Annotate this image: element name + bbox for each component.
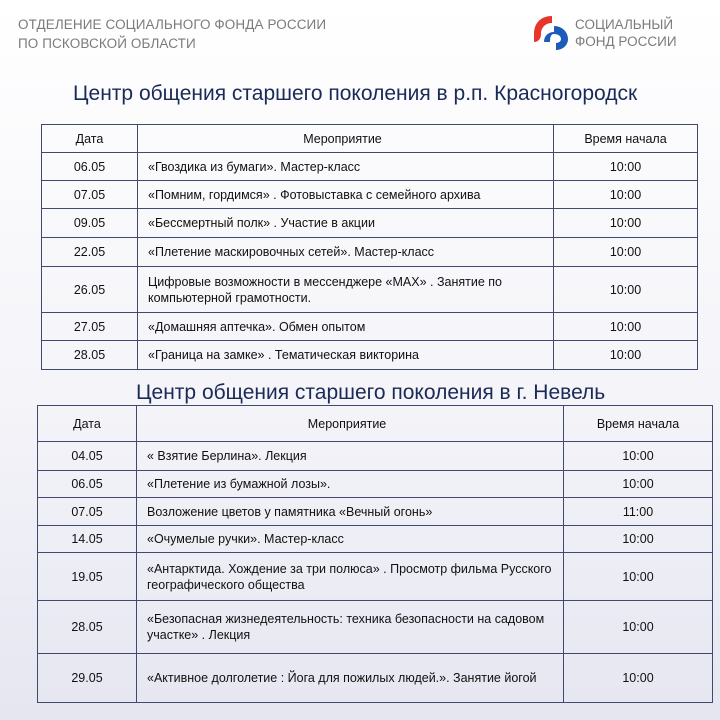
row-date: 29.05: [38, 654, 137, 703]
schedule-table-nevel: [37, 405, 713, 703]
table-row: [42, 153, 698, 181]
row-date: 22.05: [42, 238, 138, 267]
row-time: 10:00: [564, 526, 713, 553]
row-time: 10:00: [554, 153, 698, 181]
table-row: [38, 601, 713, 654]
section-title-nevel: Центр общения старшего поколения в г. Невель: [136, 381, 606, 404]
table-row: [42, 238, 698, 267]
row-event: «Очумелые ручки». Мастер-класс: [137, 526, 564, 553]
row-date: 28.05: [42, 341, 138, 370]
sfr-logo: [528, 12, 688, 52]
row-time: 10:00: [554, 313, 698, 341]
row-event: «Домашняя аптечка». Обмен опытом: [138, 313, 554, 341]
row-date: 14.05: [38, 526, 137, 553]
row-event: « Взятие Берлина». Лекция: [137, 442, 564, 471]
row-date: 06.05: [42, 153, 138, 181]
sfr-logo-icon: [528, 12, 572, 52]
table-row: [42, 209, 698, 238]
table-row: [38, 654, 713, 703]
organization-name: [18, 15, 326, 53]
table-row: [42, 267, 698, 313]
row-date: 07.05: [38, 498, 137, 526]
table-header-row: [42, 125, 698, 153]
row-event: «Бессмертный полк» . Участие в акции: [138, 209, 554, 238]
header-time: Время начала: [564, 406, 713, 442]
row-time: 10:00: [554, 341, 698, 370]
row-time: 10:00: [564, 654, 713, 703]
row-event: «Антарктида. Хождение за три полюса» . Просмотр фильма Русского географического общества: [137, 553, 564, 601]
row-event: Возложение цветов у памятника «Вечный огонь»: [137, 498, 564, 526]
row-event: «Плетение из бумажной лозы».: [137, 471, 564, 498]
row-date: 09.05: [42, 209, 138, 238]
row-date: 27.05: [42, 313, 138, 341]
row-date: 28.05: [38, 601, 137, 654]
schedule-table-krasnogorodsk: [41, 124, 698, 370]
row-event: «Активное долголетие : Йога для пожилых людей.». Занятие йогой: [137, 654, 564, 703]
row-event: «Гвоздика из бумаги». Мастер-класс: [138, 153, 554, 181]
row-time: 10:00: [564, 601, 713, 654]
table-row: [42, 181, 698, 209]
table-header-row: [38, 406, 713, 442]
header-event: Мероприятие: [137, 406, 564, 442]
row-event: «Плетение маскировочных сетей». Мастер-класс: [138, 238, 554, 267]
organization-name-line2: ПО ПСКОВСКОЙ ОБЛАСТИ: [18, 36, 196, 51]
section-title-krasnogorodsk: Центр общения старшего поколения в р.п. Красногородск: [73, 82, 638, 105]
row-date: 19.05: [38, 553, 137, 601]
header-time: Время начала: [554, 125, 698, 153]
table-row: [42, 341, 698, 370]
row-time: 10:00: [564, 553, 713, 601]
row-time: 10:00: [554, 209, 698, 238]
row-time: 10:00: [564, 442, 713, 471]
table-row: [42, 313, 698, 341]
row-time: 10:00: [554, 181, 698, 209]
table-row: [38, 553, 713, 601]
brand-line2: ФОНД РОССИИ: [575, 34, 677, 49]
row-date: 26.05: [42, 267, 138, 313]
table-row: [38, 471, 713, 498]
row-event: «Граница на замке» . Тематическая викторина: [138, 341, 554, 370]
header-date: Дата: [42, 125, 138, 153]
row-event: Цифровые возможности в мессенджере «MAX» . Занятие по компьютерной грамотности.: [138, 267, 554, 313]
header-date: Дата: [38, 406, 137, 442]
row-time: 10:00: [554, 238, 698, 267]
row-time: 10:00: [564, 471, 713, 498]
row-date: 07.05: [42, 181, 138, 209]
table-row: [38, 526, 713, 553]
table-row: [38, 498, 713, 526]
brand-line1: СОЦИАЛЬНЫЙ: [575, 17, 674, 32]
row-date: 04.05: [38, 442, 137, 471]
row-time: 11:00: [564, 498, 713, 526]
row-date: 06.05: [38, 471, 137, 498]
row-event: «Помним, гордимся» . Фотовыставка с семейного архива: [138, 181, 554, 209]
header-event: Мероприятие: [138, 125, 554, 153]
row-event: «Безопасная жизнедеятельность: техника безопасности на садовом участке» . Лекция: [137, 601, 564, 654]
table-row: [38, 442, 713, 471]
organization-name-line1: ОТДЕЛЕНИЕ СОЦИАЛЬНОГО ФОНДА РОССИИ: [18, 17, 327, 32]
row-time: 10:00: [554, 267, 698, 313]
